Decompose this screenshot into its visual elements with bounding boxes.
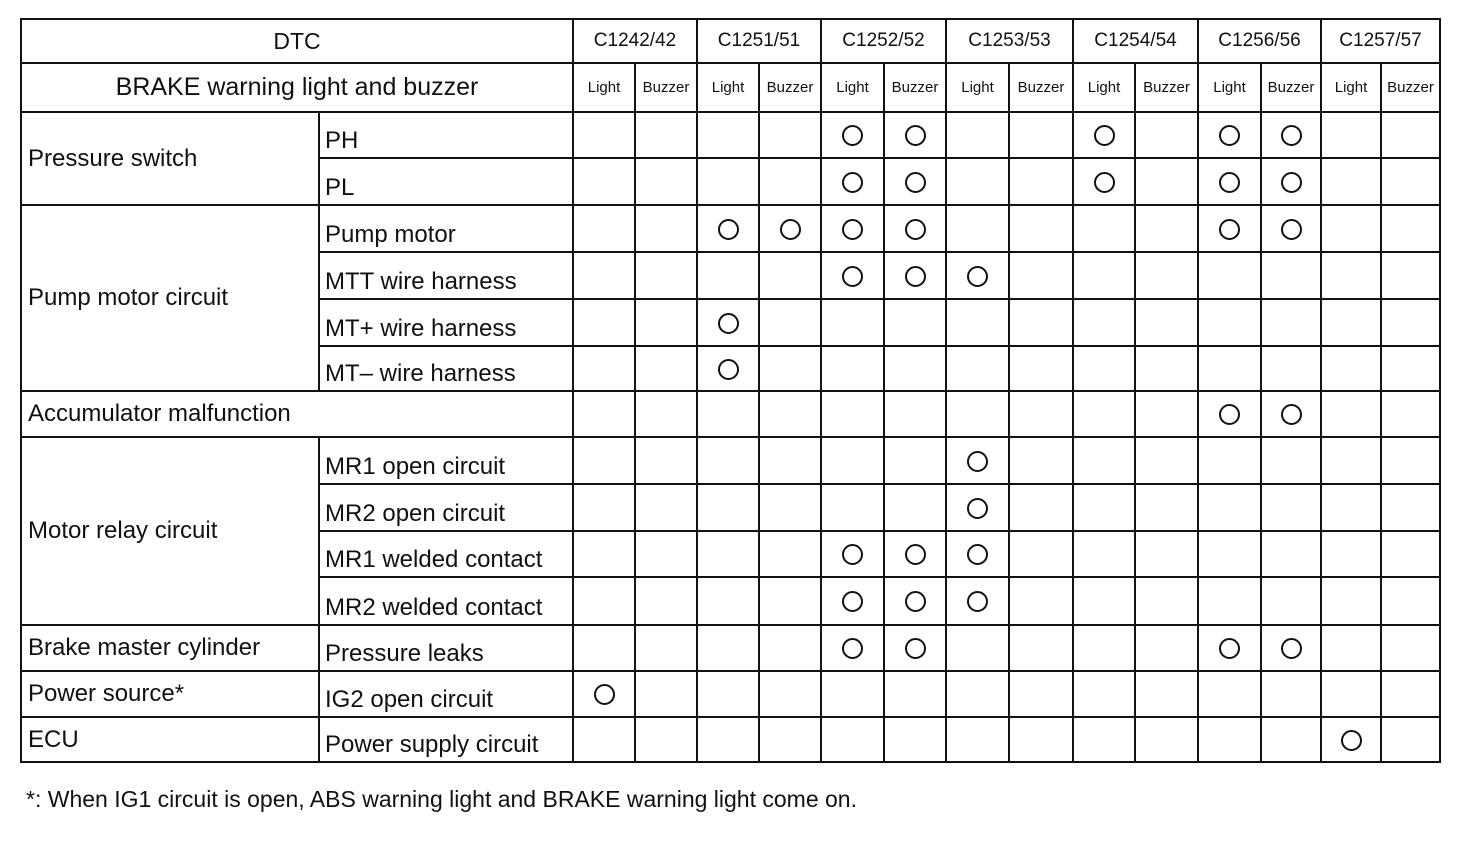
mark-cell: [1009, 158, 1073, 205]
mark-cell: [884, 717, 946, 762]
mark-cell: [1073, 531, 1135, 577]
mark-cell: [1198, 252, 1261, 299]
circle-mark-icon: [842, 172, 863, 193]
mark-cell: [573, 671, 635, 717]
mark-cell: [946, 252, 1009, 299]
mark-cell: [635, 346, 697, 391]
item-label: MR2 open circuit: [319, 484, 573, 531]
mark-cell: [1261, 671, 1321, 717]
mark-cell: [1073, 484, 1135, 531]
mark-cell: [1009, 625, 1073, 671]
mark-cell: [1009, 671, 1073, 717]
light-subheader: Light: [573, 63, 635, 112]
mark-cell: [1135, 484, 1198, 531]
mark-cell: [1009, 346, 1073, 391]
mark-cell: [1009, 112, 1073, 158]
mark-cell: [884, 299, 946, 346]
mark-cell: [759, 577, 821, 625]
mark-cell: [1009, 391, 1073, 437]
mark-cell: [1198, 391, 1261, 437]
footnote: *: When IG1 circuit is open, ABS warning light and BRAKE warning light come on.: [26, 786, 857, 812]
mark-cell: [1135, 671, 1198, 717]
mark-cell: [635, 717, 697, 762]
item-label: MR1 open circuit: [319, 437, 573, 484]
circle-mark-icon: [905, 219, 926, 240]
dtc-code-header: C1252/52: [821, 19, 946, 63]
buzzer-subheader: Buzzer: [1009, 63, 1073, 112]
mark-cell: [821, 205, 884, 252]
mark-cell: [1321, 112, 1381, 158]
mark-cell: [1261, 205, 1321, 252]
mark-cell: [1261, 531, 1321, 577]
mark-cell: [946, 299, 1009, 346]
mark-cell: [1381, 717, 1440, 762]
mark-cell: [1381, 577, 1440, 625]
circle-mark-icon: [718, 313, 739, 334]
mark-cell: [884, 205, 946, 252]
mark-cell: [1135, 437, 1198, 484]
mark-cell: [821, 299, 884, 346]
mark-cell: [1198, 437, 1261, 484]
circle-mark-icon: [842, 219, 863, 240]
circle-mark-icon: [905, 591, 926, 612]
mark-cell: [1261, 158, 1321, 205]
mark-cell: [1321, 484, 1381, 531]
circle-mark-icon: [905, 266, 926, 287]
item-label: Pressure leaks: [319, 625, 573, 671]
item-label: Pump motor: [319, 205, 573, 252]
mark-cell: [697, 577, 759, 625]
mark-cell: [1073, 346, 1135, 391]
category-label: Pump motor circuit: [21, 205, 319, 391]
mark-cell: [573, 577, 635, 625]
circle-mark-icon: [1094, 172, 1115, 193]
circle-mark-icon: [1219, 638, 1240, 659]
mark-cell: [759, 346, 821, 391]
mark-cell: [946, 112, 1009, 158]
buzzer-subheader: Buzzer: [1135, 63, 1198, 112]
mark-cell: [1198, 299, 1261, 346]
mark-cell: [1073, 391, 1135, 437]
mark-cell: [1321, 717, 1381, 762]
mark-cell: [635, 391, 697, 437]
mark-cell: [1073, 671, 1135, 717]
mark-cell: [1261, 299, 1321, 346]
mark-cell: [1321, 437, 1381, 484]
mark-cell: [573, 158, 635, 205]
mark-cell: [1135, 346, 1198, 391]
mark-cell: [884, 577, 946, 625]
mark-cell: [1009, 299, 1073, 346]
mark-cell: [635, 112, 697, 158]
circle-mark-icon: [1094, 125, 1115, 146]
circle-mark-icon: [905, 638, 926, 659]
mark-cell: [1321, 205, 1381, 252]
category-label: ECU: [21, 717, 319, 762]
item-label: MR2 welded contact: [319, 577, 573, 625]
mark-cell: [821, 158, 884, 205]
dtc-code-header: C1256/56: [1198, 19, 1321, 63]
circle-mark-icon: [967, 544, 988, 565]
mark-cell: [759, 205, 821, 252]
circle-mark-icon: [1219, 125, 1240, 146]
mark-cell: [1321, 299, 1381, 346]
mark-cell: [1009, 577, 1073, 625]
mark-cell: [697, 717, 759, 762]
circle-mark-icon: [1281, 172, 1302, 193]
mark-cell: [759, 671, 821, 717]
mark-cell: [1381, 252, 1440, 299]
mark-cell: [697, 671, 759, 717]
mark-cell: [1261, 625, 1321, 671]
mark-cell: [1321, 671, 1381, 717]
mark-cell: [821, 531, 884, 577]
mark-cell: [1198, 625, 1261, 671]
mark-cell: [635, 484, 697, 531]
circle-mark-icon: [905, 172, 926, 193]
mark-cell: [1073, 112, 1135, 158]
mark-cell: [697, 484, 759, 531]
mark-cell: [884, 625, 946, 671]
mark-cell: [1261, 484, 1321, 531]
mark-cell: [1381, 671, 1440, 717]
mark-cell: [1135, 717, 1198, 762]
mark-cell: [821, 391, 884, 437]
mark-cell: [821, 346, 884, 391]
mark-cell: [635, 625, 697, 671]
circle-mark-icon: [967, 266, 988, 287]
mark-cell: [573, 252, 635, 299]
buzzer-subheader: Buzzer: [1381, 63, 1440, 112]
mark-cell: [1198, 484, 1261, 531]
mark-cell: [1135, 299, 1198, 346]
mark-cell: [1135, 158, 1198, 205]
mark-cell: [1073, 625, 1135, 671]
circle-mark-icon: [842, 266, 863, 287]
mark-cell: [1073, 717, 1135, 762]
circle-mark-icon: [967, 451, 988, 472]
mark-cell: [1381, 484, 1440, 531]
circle-mark-icon: [1281, 404, 1302, 425]
circle-mark-icon: [842, 638, 863, 659]
light-subheader: Light: [946, 63, 1009, 112]
mark-cell: [759, 252, 821, 299]
category-label: Brake master cylinder: [21, 625, 319, 671]
mark-cell: [1073, 437, 1135, 484]
circle-mark-icon: [1281, 638, 1302, 659]
mark-cell: [1381, 299, 1440, 346]
mark-cell: [1261, 252, 1321, 299]
mark-cell: [1381, 112, 1440, 158]
mark-cell: [1198, 671, 1261, 717]
mark-cell: [1135, 577, 1198, 625]
mark-cell: [1073, 205, 1135, 252]
mark-cell: [573, 437, 635, 484]
mark-cell: [1198, 346, 1261, 391]
mark-cell: [946, 577, 1009, 625]
mark-cell: [1009, 484, 1073, 531]
table-row: [21, 671, 1440, 717]
mark-cell: [946, 205, 1009, 252]
circle-mark-icon: [842, 125, 863, 146]
mark-cell: [759, 391, 821, 437]
mark-cell: [697, 625, 759, 671]
mark-cell: [1321, 346, 1381, 391]
mark-cell: [1381, 346, 1440, 391]
mark-cell: [697, 252, 759, 299]
mark-cell: [1135, 625, 1198, 671]
category-label: Power source*: [21, 671, 319, 717]
mark-cell: [1261, 112, 1321, 158]
circle-mark-icon: [905, 544, 926, 565]
circle-mark-icon: [1219, 219, 1240, 240]
mark-cell: [1381, 391, 1440, 437]
mark-cell: [946, 158, 1009, 205]
mark-cell: [573, 112, 635, 158]
mark-cell: [635, 577, 697, 625]
mark-cell: [1073, 299, 1135, 346]
mark-cell: [759, 484, 821, 531]
mark-cell: [573, 299, 635, 346]
mark-cell: [697, 112, 759, 158]
circle-mark-icon: [594, 684, 615, 705]
table-row: [21, 437, 1440, 484]
mark-cell: [697, 531, 759, 577]
mark-cell: [946, 346, 1009, 391]
mark-cell: [946, 484, 1009, 531]
mark-cell: [573, 625, 635, 671]
item-label: MR1 welded contact: [319, 531, 573, 577]
mark-cell: [697, 346, 759, 391]
mark-cell: [635, 299, 697, 346]
mark-cell: [1381, 437, 1440, 484]
mark-cell: [1135, 205, 1198, 252]
table-row: [21, 717, 1440, 762]
mark-cell: [1009, 252, 1073, 299]
buzzer-subheader: Buzzer: [884, 63, 946, 112]
circle-mark-icon: [967, 498, 988, 519]
table-row: [21, 391, 1440, 437]
mark-cell: [821, 577, 884, 625]
item-label: MTT wire harness: [319, 252, 573, 299]
mark-cell: [1381, 158, 1440, 205]
table-row: [21, 625, 1440, 671]
mark-cell: [1198, 577, 1261, 625]
mark-cell: [573, 205, 635, 252]
buzzer-subheader: Buzzer: [635, 63, 697, 112]
light-subheader: Light: [1073, 63, 1135, 112]
mark-cell: [1321, 391, 1381, 437]
mark-cell: [946, 671, 1009, 717]
mark-cell: [1198, 112, 1261, 158]
mark-cell: [1261, 391, 1321, 437]
category-label: Accumulator malfunction: [21, 391, 573, 437]
mark-cell: [946, 437, 1009, 484]
mark-cell: [946, 717, 1009, 762]
mark-cell: [1198, 205, 1261, 252]
mark-cell: [759, 158, 821, 205]
dtc-code-header: C1257/57: [1321, 19, 1440, 63]
item-label: PH: [319, 112, 573, 158]
mark-cell: [1261, 346, 1321, 391]
mark-cell: [1135, 112, 1198, 158]
circle-mark-icon: [780, 219, 801, 240]
brake-warning-header: BRAKE warning light and buzzer: [21, 63, 573, 112]
mark-cell: [635, 531, 697, 577]
mark-cell: [1261, 577, 1321, 625]
mark-cell: [884, 484, 946, 531]
mark-cell: [573, 391, 635, 437]
mark-cell: [1009, 531, 1073, 577]
mark-cell: [573, 717, 635, 762]
mark-cell: [697, 158, 759, 205]
mark-cell: [635, 158, 697, 205]
mark-cell: [1198, 158, 1261, 205]
mark-cell: [946, 625, 1009, 671]
mark-cell: [573, 531, 635, 577]
circle-mark-icon: [842, 591, 863, 612]
mark-cell: [759, 531, 821, 577]
mark-cell: [884, 671, 946, 717]
mark-cell: [1135, 531, 1198, 577]
mark-cell: [1261, 717, 1321, 762]
mark-cell: [635, 671, 697, 717]
mark-cell: [1321, 577, 1381, 625]
mark-cell: [635, 252, 697, 299]
circle-mark-icon: [967, 591, 988, 612]
circle-mark-icon: [905, 125, 926, 146]
circle-mark-icon: [1219, 172, 1240, 193]
buzzer-subheader: Buzzer: [759, 63, 821, 112]
table-row: [21, 112, 1440, 158]
mark-cell: [1073, 252, 1135, 299]
mark-cell: [573, 346, 635, 391]
light-subheader: Light: [1321, 63, 1381, 112]
circle-mark-icon: [842, 544, 863, 565]
mark-cell: [1073, 577, 1135, 625]
dtc-code-header: C1253/53: [946, 19, 1073, 63]
mark-cell: [884, 437, 946, 484]
item-label: Power supply circuit: [319, 717, 573, 762]
mark-cell: [759, 299, 821, 346]
mark-cell: [697, 437, 759, 484]
mark-cell: [946, 531, 1009, 577]
mark-cell: [1198, 717, 1261, 762]
mark-cell: [821, 112, 884, 158]
mark-cell: [1321, 252, 1381, 299]
mark-cell: [884, 346, 946, 391]
mark-cell: [1135, 252, 1198, 299]
mark-cell: [697, 391, 759, 437]
mark-cell: [821, 671, 884, 717]
mark-cell: [1381, 531, 1440, 577]
item-label: MT+ wire harness: [319, 299, 573, 346]
circle-mark-icon: [1341, 730, 1362, 751]
category-label: Motor relay circuit: [21, 437, 319, 625]
mark-cell: [821, 437, 884, 484]
buzzer-subheader: Buzzer: [1261, 63, 1321, 112]
mark-cell: [1261, 437, 1321, 484]
mark-cell: [821, 484, 884, 531]
mark-cell: [1009, 205, 1073, 252]
mark-cell: [884, 158, 946, 205]
mark-cell: [1135, 391, 1198, 437]
mark-cell: [1198, 531, 1261, 577]
light-subheader: Light: [1198, 63, 1261, 112]
mark-cell: [821, 625, 884, 671]
circle-mark-icon: [1219, 404, 1240, 425]
mark-cell: [1321, 531, 1381, 577]
mark-cell: [821, 252, 884, 299]
mark-cell: [1321, 158, 1381, 205]
mark-cell: [759, 717, 821, 762]
mark-cell: [1073, 158, 1135, 205]
table-row: [21, 205, 1440, 252]
dtc-code-header: C1254/54: [1073, 19, 1198, 63]
mark-cell: [884, 391, 946, 437]
mark-cell: [759, 625, 821, 671]
mark-cell: [1009, 437, 1073, 484]
mark-cell: [635, 205, 697, 252]
circle-mark-icon: [1281, 219, 1302, 240]
mark-cell: [697, 299, 759, 346]
circle-mark-icon: [718, 359, 739, 380]
mark-cell: [1009, 717, 1073, 762]
light-subheader: Light: [821, 63, 884, 112]
item-label: PL: [319, 158, 573, 205]
mark-cell: [697, 205, 759, 252]
mark-cell: [1381, 625, 1440, 671]
circle-mark-icon: [718, 219, 739, 240]
dtc-code-header: C1242/42: [573, 19, 697, 63]
item-label: IG2 open circuit: [319, 671, 573, 717]
dtc-header: DTC: [21, 19, 573, 63]
dtc-code-header: C1251/51: [697, 19, 821, 63]
dtc-warning-table: [20, 18, 1441, 763]
mark-cell: [759, 437, 821, 484]
mark-cell: [1321, 625, 1381, 671]
mark-cell: [884, 112, 946, 158]
mark-cell: [759, 112, 821, 158]
mark-cell: [1381, 205, 1440, 252]
mark-cell: [884, 252, 946, 299]
category-label: Pressure switch: [21, 112, 319, 205]
circle-mark-icon: [1281, 125, 1302, 146]
mark-cell: [821, 717, 884, 762]
mark-cell: [635, 437, 697, 484]
light-subheader: Light: [697, 63, 759, 112]
mark-cell: [884, 531, 946, 577]
mark-cell: [573, 484, 635, 531]
mark-cell: [946, 391, 1009, 437]
item-label: MT– wire harness: [319, 346, 573, 391]
